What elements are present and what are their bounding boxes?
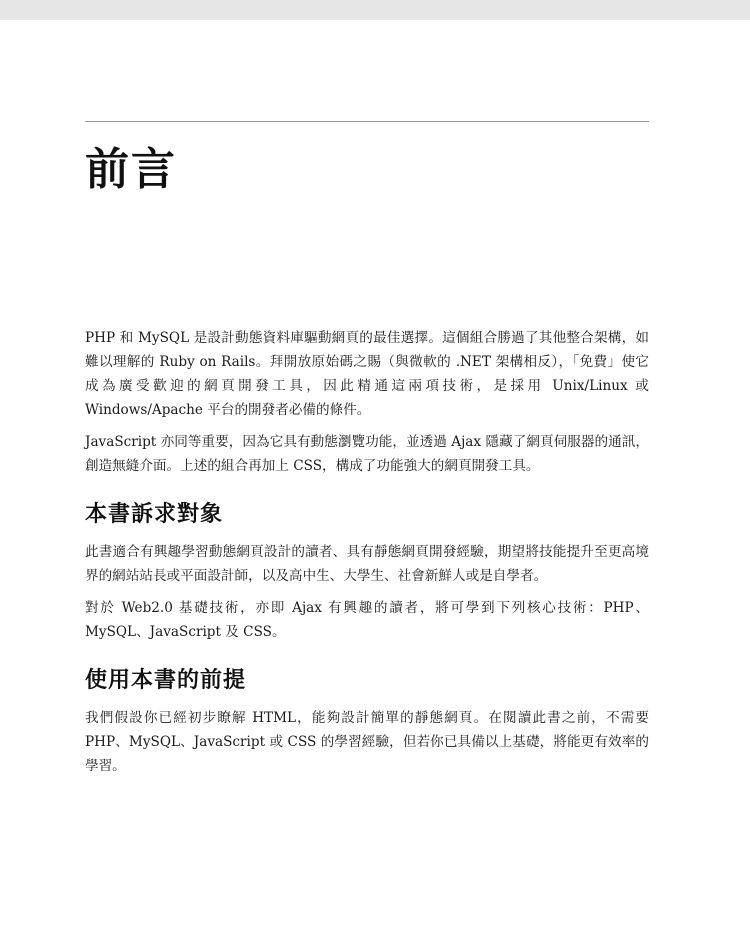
top-band [0, 0, 750, 20]
prerequisites-paragraph: 我們假設你已經初步瞭解 HTML，能夠設計簡單的靜態網頁。在閱讀此書之前，不需要 PHP、MySQL、JavaScript 或 CSS 的學習經驗，但若你已具備以上基礎，將能更有效率的學習。 [85, 710, 649, 774]
chapter-title: 前言 [85, 144, 177, 195]
audience-paragraph: 此書適合有興趣學習動態網頁設計的讀者、具有靜態網頁開發經驗，期望將技能提升至更高境界的網站站長或平面設計師，以及高中生、大學生、社會新鮮人或是自學者。 [85, 544, 649, 584]
intro-paragraph: JavaScript 亦同等重要，因為它具有動態瀏覽功能，並透過 Ajax 隱藏了網頁伺服器的通訊，創造無縫介面。上述的組合再加上 CSS，構成了功能強大的網頁開發工具。 [85, 434, 649, 474]
section-heading-audience: 本書訴求對象 [85, 502, 224, 527]
chapter-body [85, 326, 649, 786]
audience-paragraph: 對於 Web2.0 基礎技術，亦即 Ajax 有興趣的讀者，將可學到下列核心技術：PHP、MySQL、JavaScript 及 CSS。 [85, 600, 649, 640]
chapter-rule [85, 121, 649, 122]
section-heading-prerequisites: 使用本書的前提 [85, 668, 247, 693]
intro-paragraph: PHP 和 MySQL 是設計動態資料庫驅動網頁的最佳選擇。這個組合勝過了其他整合架構，如難以理解的 Ruby on Rails。拜開放原始碼之賜（與微軟的 .NET 架構相反），「免費」使它成為廣受歡迎的網頁開發工具，因此精通這兩項技術，是採用 Unix/Linux 或 Windows/Apache 平台的開發者必備的條件。 [85, 330, 649, 418]
